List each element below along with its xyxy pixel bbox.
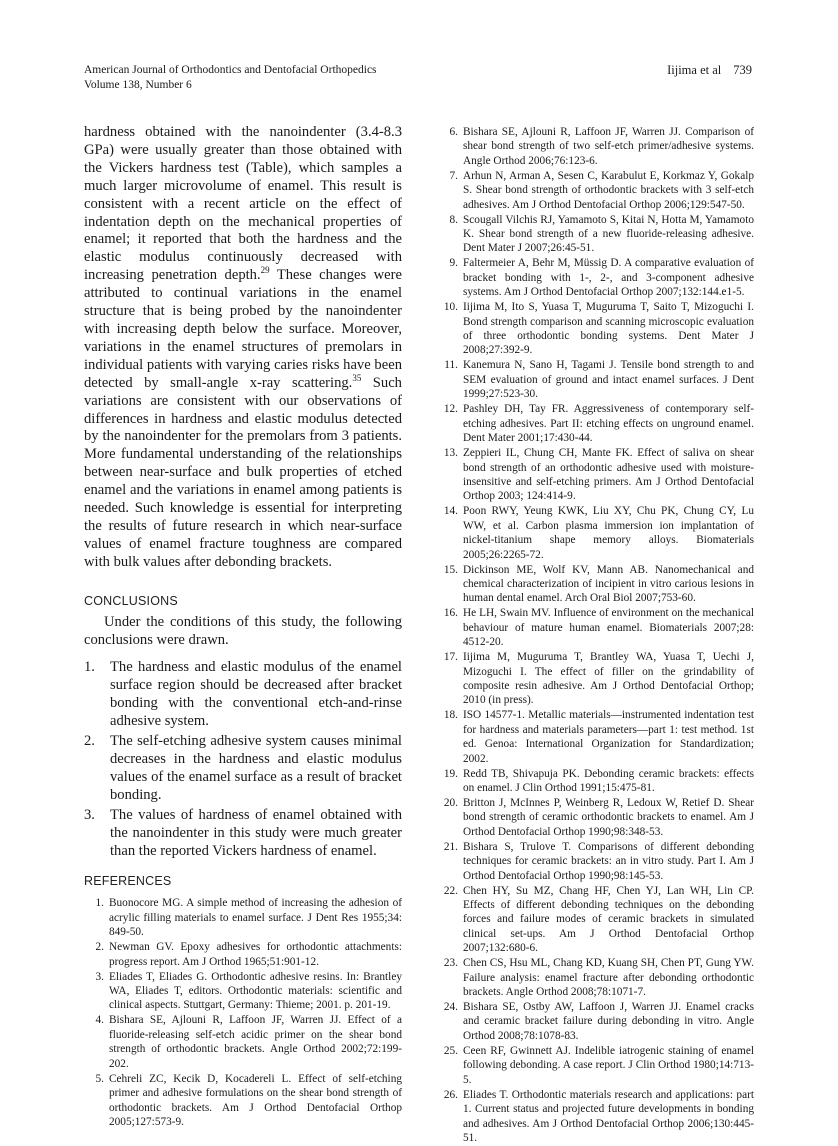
reference-item-text: Bishara SE, Ajlouni R, Laffoon JF, Warren JJ. Effect of a fluoride-releasing self-etch acidic primer on the shear bond strength of orthodontic brackets. Angle Orthod 2002;72:199-202. (109, 1014, 402, 1070)
reference-item-text: He LH, Swain MV. Influence of environment on the mechanical behaviour of mature human enamel. Biomaterials 2007;28: 4512-20. (463, 607, 754, 649)
reference-item-text: Eliades T, Eliades G. Orthodontic adhesive resins. In: Brantley WA, Eliades T, editors. Orthodontic materials: scientific and clinical aspects. Stuttgart, Germany: Thieme; 2001. p. 201-19. (109, 970, 402, 1012)
reference-item-text: Faltermeier A, Behr M, Müssig D. A comparative evaluation of bracket bonding with 1-, 2-, and 3-component adhesive systems. Am J Orthod Dentofacial Orthop 2007;132:144.e1-5. (463, 257, 754, 299)
reference-item (440, 125, 754, 168)
reference-item-number: 14. (443, 505, 458, 518)
reference-item-text: Scougall Vilchis RJ, Yamamoto S, Kitai N, Hotta M, Yamamoto K. Shear bond strength of a new fluoride-releasing adhesive. Dent Mater J 2007;26:45-51. (463, 213, 754, 255)
reference-item-text: Iijima M, Muguruma T, Brantley WA, Yuasa T, Uechi J, Mizoguchi I. The effect of filler on the grindability of composite resin adhesive. Am J Orthod Dentofacial Orthop; 2010 (in press). (463, 651, 754, 707)
reference-item-text: Dickinson ME, Wolf KV, Mann AB. Nanomechanical and chemical characterization of incipient in vitro carious lesions in human dental enamel. Arch Oral Biol 2007;753-60. (463, 563, 754, 605)
reference-item-number: 20. (443, 797, 458, 809)
reference-item (440, 402, 754, 445)
reference-item (440, 446, 754, 504)
reference-item-text: Iijima M, Ito S, Yuasa T, Muguruma T, Saito T, Mizoguchi I. Bond strength comparison and scanning microscopic evaluation of three orthodontic bonding systems. Dent Mater J 2008;27:392-9. (463, 301, 754, 357)
reference-item (440, 956, 754, 999)
reference-item-number: 22. (443, 884, 458, 897)
reference-item (440, 358, 754, 401)
reference-item-text: Cehreli ZC, Kecik D, Kocadereli L. Effect of self-etching primer and adhesive formulations on the shear bond strength of orthodontic brackets. Am J Orthod Dentofacial Orthop 2005;127:573-9. (109, 1072, 402, 1128)
reference-item-text: Bishara SE, Ostby AW, Laffoon J, Warren JJ. Enamel cracks and ceramic bracket failure during debonding in vitro. Angle Orthod 2008;78:1078-83. (463, 1001, 754, 1042)
reference-item-number: 18. (443, 709, 458, 722)
running-header-right (655, 63, 752, 78)
reference-item-text: Kanemura N, Sano H, Tagami J. Tensile bond strength to and SEM evaluation of ground and intact enamel surfaces. J Dent 1999;27:523-30. (463, 359, 754, 401)
conclusions-list (84, 659, 402, 860)
reference-item-number: 25. (443, 1044, 458, 1057)
reference-item-number: 8. (449, 213, 458, 226)
reference-item (84, 1072, 402, 1130)
left-column (84, 124, 402, 1130)
reference-item (440, 300, 754, 358)
reference-item-number: 1. (95, 897, 104, 910)
references-list-left (84, 896, 402, 1129)
reference-item (440, 884, 754, 956)
conclusion-item-number: 2. (84, 733, 95, 750)
citation-29[interactable]: 29 (260, 265, 270, 276)
reference-item-number: 2. (95, 941, 104, 954)
reference-item-number: 13. (443, 447, 458, 460)
conclusion-item-number: 3. (84, 806, 95, 823)
reference-item-text: ISO 14577-1. Metallic materials—instrumented indentation test for hardness and materials parameters—part 1: test method. 1st ed. Genoa: International Organization for Standardization; 2002. (463, 709, 754, 765)
reference-item-number: 24. (443, 1001, 458, 1014)
reference-item-text: Eliades T. Orthodontic materials research and applications: part 1. Current status and projected future developments in bonding and adhesives. Am J Orthod Dentofacial Orthop 2006;130:445-51. (463, 1088, 754, 1144)
journal-volume: Volume 138, Number 6 (84, 79, 192, 91)
reference-item (440, 606, 754, 649)
conclusion-item-text: The hardness and elastic modulus of the enamel surface region should be decreased after bracket bonding with the conventional etch-and-rinse adhesive system. (110, 659, 402, 730)
reference-item-text: Bishara SE, Ajlouni R, Laffoon JF, Warren JJ. Comparison of shear bond strength of two self-etch primer/adhesive systems. Angle Orthod 2006;76:123-6. (463, 126, 754, 167)
reference-item-number: 4. (95, 1014, 104, 1027)
reference-item-text: Chen CS, Hsu ML, Chang KD, Kuang SH, Chen PT, Gung YW. Failure analysis: enamel fracture after debonding orthodontic brackets. Angle Orthod 2008;78:1071-7. (463, 957, 754, 999)
reference-item-text: Chen HY, Su MZ, Chang HF, Chen YJ, Lan WH, Lin CP. Effects of different debonding techniques on the debonding forces and failure modes of ceramic brackets in simulated clinical set-ups. Am J Orthod Dentofacial Orthop 2007;132:680-6. (463, 884, 754, 955)
reference-item (440, 1088, 754, 1146)
body-paragraph (84, 124, 402, 572)
reference-item (440, 796, 754, 839)
references-heading: REFERENCES (84, 874, 172, 889)
reference-item-number: 7. (449, 169, 458, 182)
conclusion-item (84, 659, 402, 731)
reference-item-text: Britton J, McInnes P, Weinberg R, Ledoux W, Retief D. Shear bond strength of ceramic orthodontic brackets to enamel. Am J Orthod Dentofacial Orthop 1990;98:348-53. (463, 797, 754, 838)
right-column (440, 125, 754, 1146)
reference-item-text: Arhun N, Arman A, Sesen C, Karabulut E, Korkmaz Y, Gokalp S. Shear bond strength of orthodontic brackets with 3 self-etch adhesives. Am J Orthod Dentofacial Orthop 2006;129:547-50. (463, 169, 754, 211)
reference-item-number: 3. (95, 970, 104, 983)
reference-item (440, 708, 754, 766)
reference-item-number: 9. (449, 257, 458, 270)
running-header-left (84, 63, 377, 93)
reference-item (440, 504, 754, 562)
reference-item (84, 896, 402, 939)
reference-item-text: Ceen RF, Gwinnett AJ. Indelible iatrogenic staining of enamel following debonding. A case report. J Clin Orthod 1980;14:713-5. (463, 1044, 754, 1086)
page-number: 739 (733, 63, 752, 77)
conclusion-item-text: The self-etching adhesive system causes minimal decreases in the hardness and elastic modulus values of the enamel surface as a result of bracket bonding. (110, 733, 402, 803)
reference-item-text: Zeppieri IL, Chung CH, Mante FK. Effect of saliva on shear bond strength of an orthodontic adhesive used with moisture-insensitive and self-etching primers. Am J Orthod Dentofacial Orthop 2003; 124:414-9. (463, 447, 754, 503)
reference-item-number: 26. (443, 1088, 458, 1101)
conclusion-item-number: 1. (84, 659, 95, 676)
reference-item (84, 1013, 402, 1071)
body-text-2: These changes were attributed to continual variations in the enamel structure that is being probed by the nanoindenter with increasing depth below the surface. Moreover, variations in the enamel structures of premolars in individual patients with varying caries risks have been detected by small-angle x-ray scattering. (84, 267, 402, 391)
reference-item (440, 563, 754, 606)
reference-item-number: 10. (443, 301, 458, 314)
reference-item-text: Redd TB, Shivapuja PK. Debonding ceramic brackets: effects on enamel. J Clin Orthod 1991;15:475-81. (463, 767, 754, 794)
reference-item (440, 1000, 754, 1043)
reference-item (440, 169, 754, 212)
reference-item-number: 11. (444, 359, 458, 372)
reference-item-number: 12. (443, 403, 458, 416)
conclusion-item (84, 733, 402, 805)
body-text-1: hardness obtained with the nanoindenter (3.4-8.3 GPa) were usually greater than those obtained with the Vickers hardness test (Table), which samples a much larger microvolume of enamel. This result is consistent with a recent article on the effect of indentation depth on the mechanical properties of enamel; it reported that both the hardness and the elastic modulus continuously decreased with increasing penetration depth. (84, 124, 402, 284)
reference-item-number: 6. (449, 126, 458, 138)
reference-item-number: 5. (95, 1072, 104, 1085)
reference-item (440, 650, 754, 708)
reference-item-number: 23. (443, 957, 458, 970)
reference-item-text: Poon RWY, Yeung KWK, Liu XY, Chu PK, Chung CY, Lu WW, et al. Carbon plasma immersion ion implantation of nickel-titanium shape memory alloys. Biomaterials 2005;26:2265-72. (463, 505, 754, 561)
reference-item (440, 213, 754, 256)
references-list-right (440, 125, 754, 1145)
reference-item-text: Buonocore MG. A simple method of increasing the adhesion of acrylic filling materials to enamel surface. J Dent Res 1955;34: 849-50. (109, 897, 402, 939)
conclusion-item-text: The values of hardness of enamel obtained with the nanoindenter in this study were much greater than the reported Vickers hardness of enamel. (110, 806, 402, 859)
reference-item (440, 1044, 754, 1087)
conclusion-item (84, 807, 402, 861)
reference-item-number: 15. (443, 563, 458, 576)
citation-35[interactable]: 35 (352, 372, 362, 383)
body-text-3: Such variations are consistent with our observations of differences in hardness and elastic modulus detected by the nanoindenter for the premolars from 3 patients. More fundamental understanding of the relationships between near-surface and bulk properties of etched enamel and the variations in enamel among patients is needed. Such knowledge is essential for interpreting the results of future research in which near-surface values of enamel fracture toughness are compared with bulk values after debonding brackets. (84, 374, 402, 570)
reference-item (440, 840, 754, 883)
reference-item (440, 767, 754, 796)
conclusions-heading: CONCLUSIONS (84, 593, 178, 608)
reference-item-number: 16. (443, 607, 458, 620)
reference-item-number: 19. (443, 767, 458, 780)
reference-item-text: Bishara S, Trulove T. Comparisons of different debonding techniques for ceramic brackets: an in vitro study. Part I. Am J Orthod Dentofacial Orthop 1990;98:145-53. (463, 840, 754, 882)
reference-item-text: Pashley DH, Tay FR. Aggressiveness of contemporary self-etching adhesives. Part II: etching effects on unground enamel. Dent Mater 2001;17:430-44. (463, 403, 754, 445)
reference-item (84, 940, 402, 969)
conclusions-intro: Under the conditions of this study, the following conclusions were drawn. (84, 613, 402, 648)
journal-title: American Journal of Orthodontics and Dentofacial Orthopedics (84, 64, 377, 76)
running-authors: Iijima et al (667, 63, 722, 77)
reference-item (440, 256, 754, 299)
reference-item-text: Newman GV. Epoxy adhesives for orthodontic attachments: progress report. Am J Orthod 1965;51:901-12. (109, 941, 402, 968)
reference-item (84, 970, 402, 1013)
reference-item-number: 21. (443, 840, 458, 853)
reference-item-number: 17. (443, 651, 458, 664)
